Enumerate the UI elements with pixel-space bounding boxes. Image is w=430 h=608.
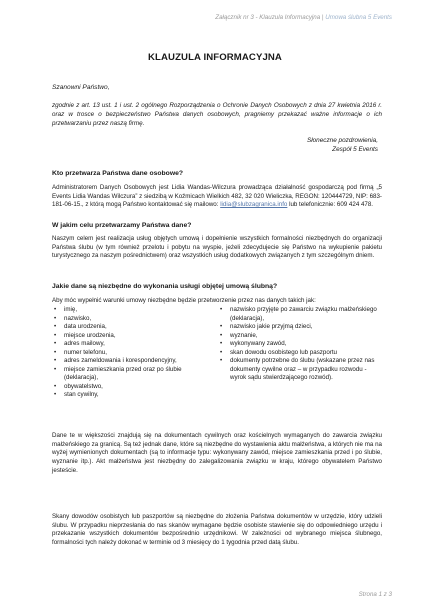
controller-paragraph bbox=[52, 184, 382, 210]
purpose-paragraph: Naszym celem jest realizacja usług objętych umową i dopełnienie wszystkich formalności niezbędnych do organizacji Państwa ślubu (w tym również przelotu i pobytu na wyspie, jeżeli zdecydujecie się Państwo na wykupienie pakietu turystycznego za naszym pośrednictwem) oraz wszystkich usług dodatkowych związanych z tym szczególnym dniem. bbox=[52, 235, 382, 260]
intro-paragraph: zgodnie z art. 13 ust. 1 i ust. 2 ogólnego Rozporządzenia o Ochronie Danych Osobowych z dnia 27 kwietnia 2016 r. oraz w trosce o bezpieczeństwo Państwa danych osobowych, pragniemy przekazać ważne informacje o ich przetwarzaniu przez naszą firmę. bbox=[52, 102, 382, 127]
salutation: Szanowni Państwo, bbox=[52, 84, 110, 91]
list-item: • imię, bbox=[52, 306, 210, 315]
document-title: KLAUZULA INFORMACYJNA bbox=[148, 52, 282, 63]
list-item: • nazwisko, bbox=[52, 315, 210, 324]
list-item: • numer telefonu, bbox=[52, 349, 210, 358]
scans-paragraph: Skany dowodów osobistych lub paszportów są niezbędne do złożenia Państwa dokumentów w urzędzie, który udzieli ślubu. W przypadku nieprzesłania do nas skanów wymagane będzie osobiste stawienie się do odpowiedniego urzędu i przekazanie wszystkich dokumentów bezpośrednio urzędnikowi. W zależności od wybranego miejsca ślubnego, formalności tych należy dokonać w terminie od 3 miesięcy do 1 tygodnia przed datą ślubu. bbox=[52, 513, 382, 547]
list-item: • skan dowodu osobistego lub paszportu bbox=[218, 349, 380, 358]
list-item: • obywatelstwo, bbox=[52, 383, 210, 392]
list-item: • miejsce urodzenia, bbox=[52, 332, 210, 341]
list-item: • nazwisko jakie przyjmą dzieci, bbox=[218, 323, 380, 332]
list-item: • adres zameldowania i korespondencyjny, bbox=[52, 357, 210, 366]
list-item: • nazwisko przyjęte po zawarciu związku małżeńskiego (deklaracja), bbox=[218, 306, 380, 323]
section-heading-purpose: W jakim celu przetwarzamy Państwa dane? bbox=[52, 222, 192, 229]
section-heading-required-data: Jakie dane są niezbędne do wykonania usługi objętej umową ślubną? bbox=[52, 283, 278, 290]
list-item: • wyznanie, bbox=[218, 332, 380, 341]
email-link[interactable]: lidia@slubzagranica.info bbox=[220, 201, 288, 209]
page-number: Strona 1 z 3 bbox=[358, 591, 392, 598]
controller-phone-text: lub telefonicznie: 609 424 478. bbox=[287, 201, 374, 209]
list-item: • stan cywilny, bbox=[52, 391, 210, 400]
required-data-lead: Aby móc wypełnić warunki umowy niezbędne będzie przetworzenie przez nas danych takich jak: bbox=[52, 297, 316, 304]
list-item: • adres mailowy, bbox=[52, 340, 210, 349]
header-annex-label: Załącznik nr 3 - Klauzula Informacyjna bbox=[215, 14, 321, 21]
list-item: • data urodzenia, bbox=[52, 323, 210, 332]
documents-paragraph: Dane te w większości znajdują się na dokumentach cywilnych oraz kościelnych wymaganych do zawarcia związku małżeńskiego za granicą. Są też jednak dane, które są niezbędne do wystawienia aktu małżeństwa, a których nie ma na wyżej wymienionych dokumentach (są to informacje typu: wykonywany zawód, miejsce zamieszkania przed i po ślubie, wyznanie itp.). Akt małżeństwa jest niezbędny do zalegalizowania związku w kraju, którego obywatelem Państwo jesteście. bbox=[52, 432, 382, 474]
signoff bbox=[307, 137, 378, 155]
list-item: • dokumenty potrzebne do ślubu (wskazane przez nas dokumenty cywilne oraz – w przypadku rozwodu - wyrok sądu stwierdzającego rozwód). bbox=[218, 357, 380, 383]
section-heading-controller: Kto przetwarza Państwa dane osobowe? bbox=[52, 170, 184, 177]
signoff-greeting: Słoneczne pozdrowienia, bbox=[306, 137, 378, 144]
data-list-right bbox=[218, 306, 380, 383]
running-header bbox=[215, 14, 392, 21]
header-separator: | bbox=[321, 14, 324, 21]
list-item: • miejsce zamieszkania przed oraz po ślubie (deklaracja), bbox=[52, 366, 210, 383]
signoff-team: Zespół 5 Events bbox=[332, 145, 378, 153]
header-contract-label: Umowa ślubna 5 Events bbox=[325, 14, 392, 21]
data-list-left bbox=[52, 306, 210, 400]
list-item: • wykonywany zawód, bbox=[218, 340, 380, 349]
controller-text: Administratorem Danych Osobowych jest Lidia Wandas-Wilczura prowadząca działalność gospodarczą pod firmą „5 Events Lidia Wandas Wilczura” z siedzibą w Koźmicach Wielkich 482, 32 020 Wieliczka, REGON: 120444729, NIP: 683-181-06-15., z którą mogą Państwo kontaktować się mailowo: bbox=[52, 184, 382, 209]
